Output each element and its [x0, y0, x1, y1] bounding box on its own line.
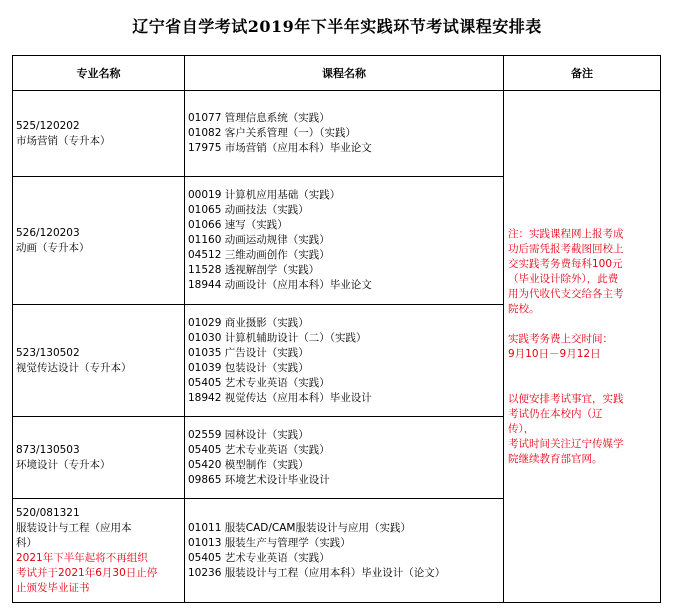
course-item: 11528 透视解剖学（实践） — [188, 264, 320, 276]
major-code: 525/120202 — [16, 119, 80, 132]
note-line: 交实践考务费每科100元 — [508, 257, 623, 270]
header-note: 备注 — [504, 56, 661, 91]
course-item: 04512 三维动画创作（实践） — [188, 249, 330, 261]
major-cell — [13, 91, 185, 177]
note-paragraph-fee — [508, 227, 656, 317]
major-name: 市场营销（专升本） — [16, 134, 111, 147]
page-title: 辽宁省自学考试2019年下半年实践环节考试课程安排表 — [132, 17, 542, 36]
note-line: 考试时间关注辽宁传媒学 — [508, 437, 624, 450]
note-line: 功后需凭报考截图回校上 — [508, 242, 624, 255]
course-cell — [185, 499, 504, 603]
schedule-table — [12, 55, 661, 603]
course-item: 01030 计算机辅助设计（二）（实践） — [188, 331, 367, 344]
major-code: 523/130502 — [16, 346, 80, 359]
course-item: 18942 视觉传达（应用本科）毕业设计 — [188, 391, 372, 404]
note-line: 以便安排考试事宜，实践 — [508, 392, 624, 405]
header-major: 专业名称 — [13, 56, 185, 91]
major-name-cont: 科） — [16, 536, 37, 549]
major-code: 873/130503 — [16, 443, 80, 456]
course-item: 05405 艺术专业英语（实践） — [188, 551, 330, 564]
major-cell — [13, 305, 185, 417]
course-item: 01066 速写（实践） — [188, 219, 288, 231]
note-paragraph-exam — [508, 392, 656, 467]
course-item: 01065 动画技法（实践） — [188, 204, 309, 216]
course-cell — [185, 305, 504, 417]
discontinue-warning: 止颁发毕业证书 — [16, 581, 90, 594]
major-name: 服装设计与工程（应用本 — [16, 521, 132, 534]
discontinue-warning: 考试并于2021年6月30日止停 — [16, 566, 158, 579]
course-cell — [185, 417, 504, 499]
course-item: 18944 动画设计（应用本科）毕业论文 — [188, 279, 372, 291]
major-name: 视觉传达设计（专升本） — [16, 361, 132, 374]
course-item: 01029 商业摄影（实践） — [188, 316, 309, 329]
note-line: （毕业设计除外），此费 — [508, 272, 619, 285]
course-item: 10236 服装设计与工程（应用本科）毕业设计（论文） — [188, 566, 446, 579]
discontinue-warning: 2021年下半年起将不再组织 — [16, 551, 148, 564]
major-name: 环境设计（专升本） — [16, 458, 111, 471]
table-row — [13, 91, 661, 177]
course-item: 01013 服装生产与管理学（实践） — [188, 536, 351, 549]
course-item: 01082 客户关系管理（一）（实践） — [188, 127, 356, 139]
course-cell — [185, 91, 504, 177]
major-name: 动画（专升本） — [16, 241, 90, 254]
header-row — [13, 56, 661, 91]
note-line: 传）， — [508, 422, 535, 435]
course-item: 01077 管理信息系统（实践） — [188, 112, 330, 124]
note-line: 院继续教育部官网。 — [508, 452, 603, 465]
course-item: 01011 服装CAD/CAM服装设计与应用（实践） — [188, 521, 411, 534]
course-item: 05405 艺术专业英语（实践） — [188, 443, 330, 456]
course-item: 05420 模型制作（实践） — [188, 458, 309, 471]
note-line: 实践考务费上交时间： — [508, 332, 613, 345]
major-code: 520/081321 — [16, 506, 80, 519]
major-cell — [13, 177, 185, 305]
major-code: 526/120203 — [16, 226, 80, 239]
note-line: 用为代收代支交给各主考 — [508, 287, 624, 300]
course-item: 01039 包装设计（实践） — [188, 361, 309, 374]
course-item: 01160 动画运动规律（实践） — [188, 234, 330, 246]
course-item: 09865 环境艺术设计毕业设计 — [188, 473, 330, 486]
course-item: 17975 市场营销（应用本科）毕业论文 — [188, 142, 372, 154]
note-cell — [504, 91, 661, 603]
major-cell — [13, 499, 185, 603]
course-item: 02559 园林设计（实践） — [188, 428, 309, 441]
note-line: 院校。 — [508, 302, 540, 315]
note-line: 注：实践课程网上报考成 — [508, 227, 624, 240]
course-item: 01035 广告设计（实践） — [188, 346, 309, 359]
major-cell — [13, 417, 185, 499]
note-line: 9月10日－9月12日 — [508, 347, 601, 360]
course-item: 00019 计算机应用基础（实践） — [188, 189, 341, 201]
course-cell — [185, 177, 504, 305]
note-line: 考试仍在本校内（辽 — [508, 407, 603, 420]
course-item: 05405 艺术专业英语（实践） — [188, 376, 330, 389]
header-course: 课程名称 — [185, 56, 504, 91]
note-paragraph-deadline — [508, 332, 656, 362]
